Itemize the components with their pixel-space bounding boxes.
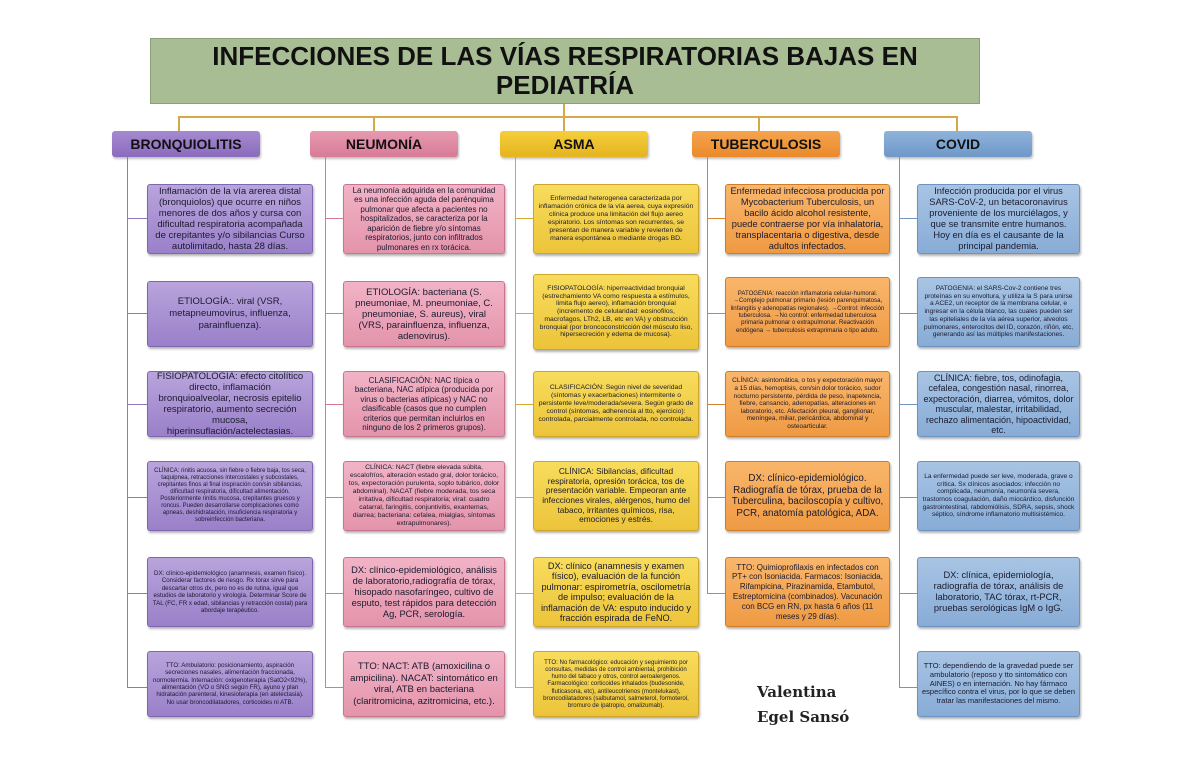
neumonia-clasificacion xyxy=(343,371,505,437)
covid-definicion xyxy=(917,184,1080,254)
stub xyxy=(707,313,725,314)
box-text: CLASIFICACIÓN: Según nivel de severidad (síntomas y exacerbaciones) intermitente o persistente leve/moderada/severa. Según grado de control (síntomas, adherencia al tto, ejercicio): controlada, parcialmente controlada, no controlada. xyxy=(538,384,694,423)
box-text: La neumonía adquirida en la comunidad es una infección aguda del parénquima pulmonar que afecta a pacientes no hospitalizados, se caracteriza por la aparición de fiebre y/o síntomas respiratorios, junto con infiltrados pulmonares en rx torácica. xyxy=(352,185,496,252)
asma-clasificacion xyxy=(533,371,699,437)
neumonia-definicion xyxy=(343,184,505,254)
branch-line-tuberculosis xyxy=(707,157,708,593)
box-text: CLASIFICACIÓN: NAC típica o bacteriana, NAC atípica (producida por virus o bacterias atípicas) y NAC no clasificable (casos que no cumplen criterios que permitan incluirlos en ninguno de los 2 primeros grupos). xyxy=(354,375,494,432)
box-text: CLÍNICA: NACT (fiebre elevada súbita, escalofríos, alteración estado gral, dolor torácico, tos, expectoración purulenta, soplo tubárico, dolor abdominal). NACAT (fiebre moderada, tos seca irritativa, dificultad respiratoria; viral: cuadro catarral, faringitis, conjuntivitis, exantemas, diarrea; bacteriana: cefalea, mialgias, síntomas extrapulmonares). xyxy=(348,464,500,527)
asma-fisiopatologia xyxy=(533,274,699,350)
signature-last-name: Egel Sansó xyxy=(757,708,850,726)
connector-asma xyxy=(563,116,565,131)
bronquiolitis-clinica xyxy=(147,461,313,531)
box-text: TTO: Ambulatorio: posicionamiento, aspiración secreciones nasales, alimentación fraccionada, normotermia. Internación: oxigenoterapia (SatO2<92%), alimentación (VO o SNG según FR), ayuno y plan hidratación parenteral, kinesioterapia (en atelectasia). No usar broncodilatadores, corticoides ni ATB. xyxy=(153,662,307,706)
branch-line-bronquiolitis xyxy=(127,157,128,687)
neumonia-etiologia xyxy=(343,281,505,347)
header-neumonia: NEUMONÍA xyxy=(310,131,458,157)
box-text: FISIOPATOLOGÍA: efecto citolítico directo, inflamación bronquioalveolar, necrosis epitelio respiratorio, aumento secreción mucosa, hiperinsuflación/actelectasias. xyxy=(156,371,304,437)
asma-definicion xyxy=(533,184,699,254)
branch-line-covid xyxy=(899,157,900,687)
bronquiolitis-etiologia xyxy=(147,281,313,347)
stub xyxy=(899,404,917,405)
box-text: ETIOLOGÍA:. viral (VSR, metapneumovirus, influenza, parainfluenza). xyxy=(169,296,291,331)
stub xyxy=(515,404,533,405)
box-text: DX: clínico (anamnesis y examen físico), evaluación de la función pulmonar: espirometría, oscilometría de impulso; evaluación de la inflamación de VA: esputo inducido y fracción espirada de FeNO. xyxy=(541,560,691,623)
header-covid: COVID xyxy=(884,131,1032,157)
stub xyxy=(325,404,343,405)
stub xyxy=(707,404,725,405)
neumonia-dx xyxy=(343,557,505,627)
box-text: CLÍNICA: fiebre, tos, odinofagia, cefalea, congestión nasal, rinorrea, expectoración, diarrea, vómitos, dolor muscular, malestar, irritabilidad, rechazo alimentación, hipoactividad, etc. xyxy=(923,372,1074,435)
covid-patogenia xyxy=(917,277,1080,347)
box-text: TTO: No farmacológico: educación y seguimiento por consultas, medidas de control ambiental, prohibición humo del tabaco y otros, control aeroalergenos. Farmacológico: corticoides inhalados (budesonide, fluticasona, etc), antileucotrienos (montelukast), broncodilatadores (salbutamol, salmeterol, formoterol, bromuro de ipatropio, omalizumab). xyxy=(543,658,689,709)
stub xyxy=(325,687,343,688)
stub xyxy=(325,593,343,594)
stub xyxy=(707,218,725,219)
title-connector-horizontal xyxy=(178,116,958,118)
header-tuberculosis: TUBERCULOSIS xyxy=(692,131,840,157)
box-text: TTO: dependiendo de la gravedad puede ser ambulatorio (reposo y tto sintomático con AINES) o en internación. No hay fármaco específico contra el virus, por lo que se deben tratar las manifestaciones del mismo. xyxy=(922,661,1076,706)
box-text: La enfermedad puede ser leve, moderada, grave o crítica. Sx clínicos asociados: infección no complicada, neumonía, neumonía severa, trastornos coagulación, daño miocárdico, disfunción gastrointestinal, rabdomiólisis, SDRA, sepsis, shock séptico, síndrome inflamatorio multisistémico. xyxy=(922,472,1075,519)
box-text: PATOGENIA: reacción inflamatoria celular-humoral. →Complejo pulmonar primario (lesión parenquimatosa, linfangitis y adenopatías regionales). →Control: infección tuberculosa. →No control: enfermedad tuberculosa primaria pulmonar o extrapulmonar. Reactivación endógena → tuberculosis extraprimaria o tipo adulto. xyxy=(730,290,885,334)
neumonia-tto xyxy=(343,651,505,717)
stub xyxy=(899,687,917,688)
box-text: CLÍNICA: Sibilancias, dificultad respiratoria, opresión torácica, tos de presentación variable. Empeoran ante infecciones virales, alérgenos, humo del tabaco, irritantes químicos, risa, emociones y estrés. xyxy=(542,466,690,525)
stub xyxy=(899,593,917,594)
stub xyxy=(899,497,917,498)
stub xyxy=(707,497,725,498)
branch-line-asma xyxy=(515,157,516,687)
tuberculosis-patogenia xyxy=(725,277,890,347)
stub xyxy=(515,218,533,219)
bronquiolitis-definicion xyxy=(147,184,313,254)
stub xyxy=(515,313,533,314)
bronquiolitis-fisiopatologia xyxy=(147,371,313,437)
box-text: DX: clínico-epidemiológico (anamnesis, examen físico). Considerar factores de riesgo. Rx tórax sirve para descartar otros dx, pero no es de rutina, igual que estudios de laboratorio y virología. Determinar Score de TAL (FC, FR x edad, sibilancias y retracción costal) para abordaje terapéutico. xyxy=(152,569,308,614)
stub xyxy=(899,218,917,219)
box-text: TTO: NACT: ATB (amoxicilina o ampicilina). NACAT: sintomático en viral, ATB en bacteriana (claritromicina, azitromicina, etc.). xyxy=(350,661,498,707)
asma-dx xyxy=(533,557,699,627)
box-text: CLÍNICA: rinitis acuosa, sin fiebre o fiebre baja, tos seca, taquipnea, retracciones intercostales y subcostales, crepitantes finos al final inspiración con/sin sibilancias, dificultad respiratoria, dificultad alimentación. Posteriormente rinitis mucosa, crepitantes gruesos y roncus. Pueden desarrollarse complicaciones como apneas, deshidratación, insuficiencia respiratoria y sobreinfección bacteriana. xyxy=(154,468,306,523)
signature-first-name: Valentina xyxy=(757,683,837,701)
stub xyxy=(515,593,533,594)
stub xyxy=(127,218,147,219)
stub xyxy=(127,593,147,594)
stub xyxy=(127,497,147,498)
stub xyxy=(127,313,147,314)
stub xyxy=(325,218,343,219)
stub xyxy=(325,313,343,314)
covid-dx xyxy=(917,557,1080,627)
connector-covid xyxy=(956,116,958,131)
box-text: DX: clínico-epidemiológico, análisis de laboratorio,radiografía de tórax, hisopado nasofaríngeo, cultivo de esputo, test rápidos para detección Ag, PCR, serología. xyxy=(351,564,497,619)
box-text: DX: clínico-epidemiológico. Radiografía de tórax, prueba de la Tuberculina, baciloscopía y cultivo, PCR, anatomía patológica, ADA. xyxy=(731,473,884,519)
covid-clinica xyxy=(917,371,1080,437)
page-title xyxy=(150,38,980,104)
title-connector-vertical xyxy=(563,102,565,116)
asma-clinica xyxy=(533,461,699,531)
box-text: PATOGENIA: el SARS-Cov-2 contiene tres proteínas en su envoltura, y utiliza la S para unirse a ACE2, un receptor de la membrana celular, e ingresar en la célula blanco, las cuales pueden ser las epiteliales de la vía aérea superior, alveolos pulmonares, enterocitos del ID, corazón, riñón, etc, generando así las múltiples manifestaciones. xyxy=(923,285,1074,339)
neumonia-clinica xyxy=(343,461,505,531)
header-asma: ASMA xyxy=(500,131,648,157)
page-title-text: INFECCIONES DE LAS VÍAS RESPIRATORIAS BAJAS EN PEDIATRÍA xyxy=(212,41,918,100)
bronquiolitis-tto xyxy=(147,651,313,717)
connector-bronquiolitis xyxy=(178,116,180,131)
box-text: CLÍNICA: asintomática, o tos y expectoración mayor a 15 días, hemoptisis, con/sin dolor torácico, sudor nocturno persistente, pérdida de peso, inapetencia, fiebre, cansancio, adenopatías, alteraciones en laboratorio, etc. Afectación pleural, ganglionar, meníngea, miliar, pericárdica, abdominal y osteoarticular. xyxy=(732,377,883,430)
box-text: Enfermedad infecciosa producida por Mycobacterium Tuberculosis, un bacilo ácido alcohol resistente, puede contraerse por vía inhalatoria, transplacentaria o digestiva, desde adultos infectados. xyxy=(730,186,885,251)
box-text: Infección producida por el virus SARS-CoV-2, un betacoronavirus proveniente de los murciélagos, y que se transmite entre humanos. Hoy en día es el causante de la principal pandemia. xyxy=(929,186,1068,251)
stub xyxy=(325,497,343,498)
stub xyxy=(707,593,725,594)
tuberculosis-tto xyxy=(725,557,890,627)
asma-tto xyxy=(533,651,699,717)
covid-formas-clinicas xyxy=(917,461,1080,531)
tuberculosis-clinica xyxy=(725,371,890,437)
box-text: Inflamación de la vía arerea distal (bronquiolos) que ocurre en niños menores de dos años y cursa con dificultad respiratoria acompañada de crepitantes y/o sibilancias Curso autolimitado, hasta 28 días. xyxy=(155,186,305,252)
tuberculosis-dx xyxy=(725,461,890,531)
box-text: DX: clínica, epidemiología, radiografía de tórax, análisis de laboratorio, TAC tórax, rt-PCR, pruebas serológicas IgM o IgG. xyxy=(933,570,1064,613)
stub xyxy=(899,313,917,314)
box-text: ETIOLOGÍA: bacteriana (S. pneumoniae, M. pneumoniae, C. pneumoniae, S. aureus), viral (VRS, parainfluenza, influenza, adenovirus). xyxy=(355,286,493,342)
stub xyxy=(515,687,533,688)
connector-neumonia xyxy=(373,116,375,131)
covid-tto xyxy=(917,651,1080,717)
branch-line-neumonia xyxy=(325,157,326,687)
box-text: FISIOPATOLOGÍA: hiperreactividad bronquial (estrechamiento VA como respuesta a estímulos, limita flujo aereo), inflamación bronquial (incremento de celularidad: eosinofilos, macrofagos, LTh2, LB, etc en VA) y obstrucción bronquial (por broncoconstricción del músculo liso, hipersecreción y edema de mucosa). xyxy=(539,284,693,339)
stub xyxy=(515,497,533,498)
header-bronquiolitis: BRONQUIOLITIS xyxy=(112,131,260,157)
bronquiolitis-dx xyxy=(147,557,313,627)
connector-tuberculosis xyxy=(758,116,760,131)
stub xyxy=(127,687,147,688)
box-text: Enfermedad heterogenea caracterizada por inflamación crónica de la vía aerea, cuya expresión clínica produce una limitación del flujo aereo espiratorio. Los síntomas son recurrentes, se presentan de manera variable y revierten de manera espontánea o mediante drogas BD. xyxy=(538,195,694,242)
tuberculosis-definicion xyxy=(725,184,890,254)
stub xyxy=(127,404,147,405)
box-text: TTO: Quimioprofilaxis en infectados con PT+ con Isoniacida. Farmacos: Isoniacida, Rifampicina, Pirazinamida, Etambutol, Estreptomicina (combinados). Vacunación con BCG en RN, px hasta 6 años (11 meses y 29 días). xyxy=(732,562,883,621)
